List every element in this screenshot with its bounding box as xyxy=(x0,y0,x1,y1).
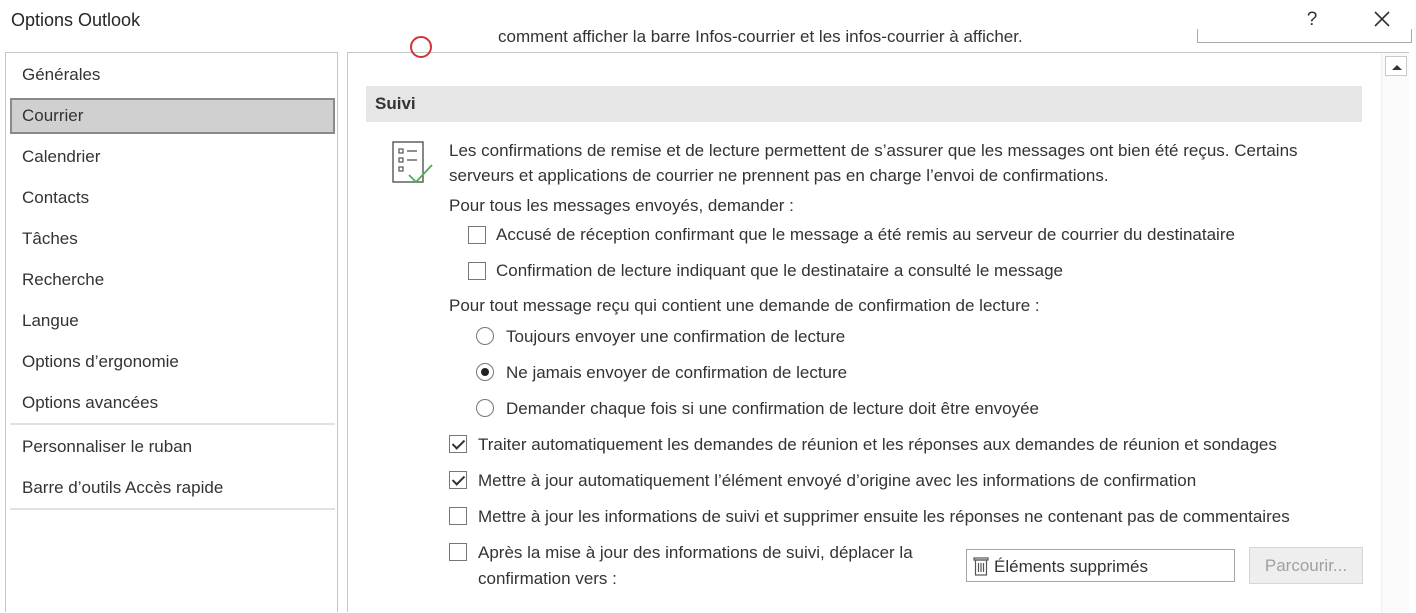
sidebar-item-recherche[interactable]: Recherche xyxy=(22,270,105,289)
move-after-update-label-line1[interactable]: Après la mise à jour des informations de suivi, déplacer la xyxy=(478,543,913,562)
tracking-checklist-icon xyxy=(392,141,436,187)
destination-folder-name: Éléments supprimés xyxy=(994,557,1149,576)
destination-folder-field[interactable] xyxy=(966,549,1235,582)
delivery-receipt-checkbox[interactable] xyxy=(468,226,486,244)
sidebar-item-calendrier[interactable]: Calendrier xyxy=(22,147,101,166)
browse-button[interactable]: Parcourir... xyxy=(1249,547,1363,584)
help-button[interactable]: ? xyxy=(1306,9,1318,30)
sidebar-item-langue[interactable]: Langue xyxy=(22,311,79,330)
vertical-scrollbar[interactable] xyxy=(1381,53,1409,613)
read-receipt-label[interactable]: Confirmation de lecture indiquant que le destinataire a consulté le message xyxy=(496,261,1064,280)
read-receipt-checkbox[interactable] xyxy=(468,262,486,280)
never-send-label[interactable]: Ne jamais envoyer de confirmation de lecture xyxy=(506,363,848,382)
never-send-radio[interactable] xyxy=(476,363,494,381)
sidebar-item-personnaliser-ruban[interactable]: Personnaliser le ruban xyxy=(22,437,193,456)
update-delete-replies-label[interactable]: Mettre à jour les informations de suivi et supprimer ensuite les réponses ne contenant pas de commentaires xyxy=(478,507,1290,526)
scroll-up-button[interactable] xyxy=(1385,56,1407,76)
sidebar-item-barre-outils[interactable]: Barre d’outils Accès rapide xyxy=(22,478,224,497)
sidebar-divider xyxy=(10,508,335,510)
sidebar xyxy=(5,52,338,612)
delivery-receipt-label[interactable]: Accusé de réception confirmant que le message a été remis au serveur de courrier du destinataire xyxy=(496,225,1235,244)
options-content xyxy=(347,27,1409,612)
auto-process-meetings-checkbox[interactable] xyxy=(449,435,467,453)
sent-messages-label: Pour tous les messages envoyés, demander : xyxy=(449,196,794,215)
warning-icon xyxy=(410,36,432,58)
sidebar-item-contacts[interactable]: Contacts xyxy=(22,188,90,207)
sidebar-item-ergonomie[interactable]: Options d’ergonomie xyxy=(22,352,179,371)
previous-section-button[interactable] xyxy=(1197,29,1412,43)
auto-process-meetings-label[interactable]: Traiter automatiquement les demandes de réunion et les réponses aux demandes de réunion et sondages xyxy=(478,435,1277,454)
sidebar-item-courrier[interactable]: Courrier xyxy=(10,98,335,134)
auto-update-original-checkbox[interactable] xyxy=(449,471,467,489)
ask-each-time-radio[interactable] xyxy=(476,399,494,417)
auto-update-original-label[interactable]: Mettre à jour automatiquement l’élément envoyé d’origine avec les informations de confirmation xyxy=(478,471,1197,490)
sidebar-item-options-avancees[interactable]: Options avancées xyxy=(22,393,159,412)
previous-section-text: comment afficher la barre Infos-courrier et les infos-courrier à afficher. xyxy=(498,27,1023,46)
move-after-update-checkbox[interactable] xyxy=(449,543,467,561)
sidebar-item-taches[interactable]: Tâches xyxy=(22,229,78,248)
sidebar-divider xyxy=(10,423,335,425)
always-send-label[interactable]: Toujours envoyer une confirmation de lecture xyxy=(506,327,846,346)
received-messages-label: Pour tout message reçu qui contient une demande de confirmation de lecture : xyxy=(449,296,1040,315)
window-title: Options Outlook xyxy=(11,10,141,30)
suivi-description: Les confirmations de remise et de lecture permettent de s’assurer que les messages ont bien été reçus. Certains serveurs et applications de courrier ne prennent pas en charge l’envoi de confirmations. xyxy=(449,141,1298,185)
update-delete-replies-checkbox[interactable] xyxy=(449,507,467,525)
section-header-suivi: Suivi xyxy=(366,86,1362,122)
trash-icon xyxy=(973,556,989,576)
ask-each-time-label[interactable]: Demander chaque fois si une confirmation de lecture doit être envoyée xyxy=(506,399,1039,418)
close-icon xyxy=(1374,11,1390,27)
sidebar-item-generales[interactable]: Générales xyxy=(22,65,101,84)
move-after-update-label-line2[interactable]: confirmation vers : xyxy=(478,569,617,588)
always-send-radio[interactable] xyxy=(476,327,494,345)
arrow-up-icon xyxy=(1391,63,1403,71)
